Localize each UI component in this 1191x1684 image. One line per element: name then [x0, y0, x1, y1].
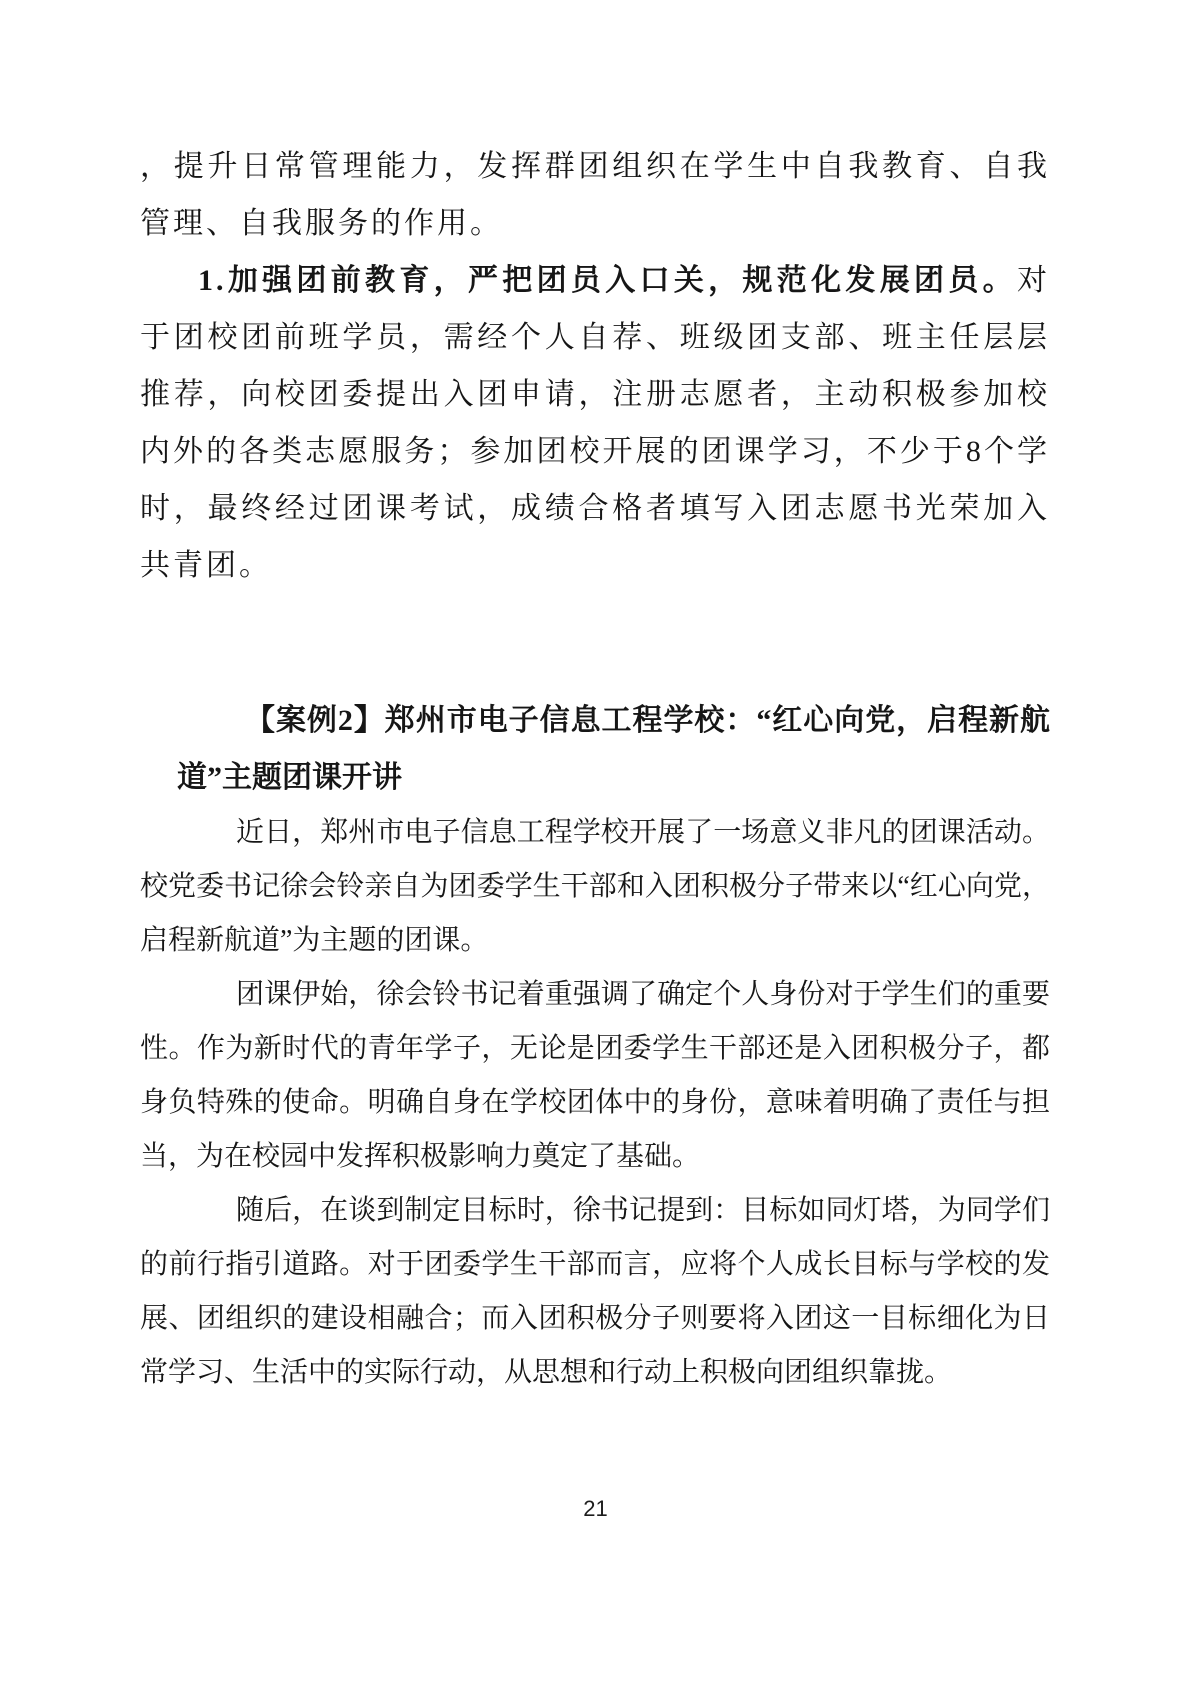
continuation-paragraph: ，提升日常管理能力，发挥群团组织在学生中自我教育、自我管理、自我服务的作用。: [140, 150, 1050, 240]
numbered-item-body: 对于团校团前班学员，需经个人自荐、班级团支部、班主任层层推荐，向校团委提出入团申请，注册志愿者，主动积极参加校内外的各类志愿服务；参加团校开展的团课学习，不少于8个学时，最终经过团课考试，成绩合格者填写入团志愿书光荣加入共青团。: [140, 264, 1050, 582]
case-study-paragraph-1: 近日，郑州市电子信息工程学校开展了一场意义非凡的团课活动。校党委书记徐会铃亲自为团委学生干部和入团积极分子带来以“红心向党，启程新航道”为主题的团课。: [140, 817, 1050, 956]
document-body: [140, 138, 1050, 1400]
numbered-item-heading: 1.加强团前教育，严把团员入口关，规范化发展团员。: [198, 264, 1017, 297]
case-study-paragraph-3: 随后，在谈到制定目标时，徐书记提到：目标如同灯塔，为同学们的前行指引道路。对于团委学生干部而言，应将个人成长目标与学校的发展、团组织的建设相融合；而入团积极分子则要将入团这一目标细化为日常学习、生活中的实际行动，从思想和行动上积极向团组织靠拢。: [140, 1195, 1050, 1388]
page-number: 21: [583, 1496, 608, 1521]
case-study-paragraph-2: 团课伊始，徐会铃书记着重强调了确定个人身份对于学生们的重要性。作为新时代的青年学子，无论是团委学生干部还是入团积极分子，都身负特殊的使命。明确自身在学校团体中的身份，意味着明确了责任与担当，为在校园中发挥积极影响力奠定了基础。: [140, 979, 1050, 1172]
numbered-item-paragraph: [140, 252, 1050, 594]
case-study-title: 【案例2】郑州市电子信息工程学校：“红心向党，启程新航道”主题团课开讲: [177, 704, 1050, 794]
